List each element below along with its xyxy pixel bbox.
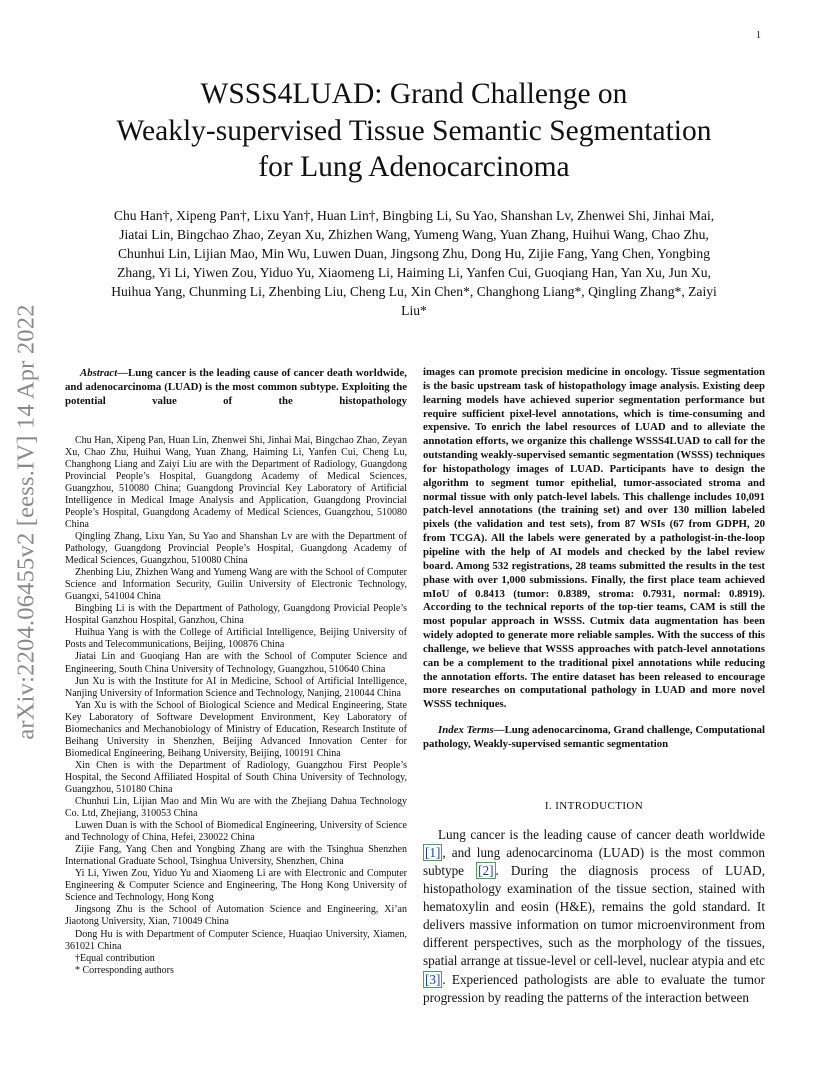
citation-link-3[interactable]: [3]: [425, 971, 441, 987]
footnote-marks: [65, 953, 407, 978]
affiliation-footnotes: [65, 435, 407, 953]
title-line-3: for Lung Adenocarcinoma: [258, 151, 570, 183]
index-terms: [423, 724, 765, 752]
affiliation-7: Jun Xu is with the Institute for AI in Medicine, School of Artificial Intelligence, Nanjing University of Information Science and Technology, Nanjing, 210044 China: [65, 675, 407, 699]
affiliation-4: Bingbing Li is with the Department of Pathology, Guangdong Provicial People’s Hospital Ganzhou Hospital, Ganzhou, China: [65, 603, 407, 627]
page-number: 1: [756, 30, 761, 41]
index-terms-label: Index Terms: [438, 724, 494, 737]
author-line-2: Jiatai Lin, Bingchao Zhao, Zeyan Xu, Zhizhen Wang, Yumeng Wang, Yuan Zhang, Huihui Wang, Chao Zhu,: [119, 227, 709, 242]
affiliation-10: Chunhui Lin, Lijian Mao and Min Wu are with the Zhejiang Dahua Technology Co. Ltd, Zhejiang, 310053 China: [65, 796, 407, 820]
author-line-4: Zhang, Yi Li, Yiwen Zou, Yiduo Yu, Xiaomeng Li, Haiming Li, Yanfen Cui, Guoqiang Han, Yan Xu, Jun Xu,: [117, 265, 711, 280]
intro-text-2: , and lung adenocarcinoma (LUAD) is the most common subtype: [423, 844, 765, 878]
intro-text-3: . During the diagnosis process of LUAD, histopathology examination of the tissue section, stained with hematoxylin and eosin (H&E), remains the gold standard. It delivers massive information on tumor microenvironment from different perspectives, such as the morphology of the tissues, spatial arrange at tissue-level or cell-level, nuclear atypia and etc: [423, 862, 766, 969]
abstract-label: Abstract: [80, 367, 118, 379]
author-list: [70, 206, 758, 320]
equal-contribution-note: †Equal contribution: [75, 952, 155, 964]
arxiv-identifier: [3, 282, 51, 762]
affiliation-12: Zijie Fang, Yang Chen and Yongbing Zhang are with the Tsinghua Shenzhen International Graduate School, Tsinghua University, Shenzhen, China: [65, 844, 407, 868]
citation-link-2[interactable]: [2]: [478, 862, 494, 878]
corresponding-authors-note: * Corresponding authors: [75, 964, 174, 976]
affiliation-8: Yan Xu is with the School of Biological Science and Medical Engineering, State Key Laboratory of Software Development Environment, Key Laboratory of Biomechanics and Mechanobiology of Ministry of Education, Research Institute of Beihang University in Shenzhen, Beijing Advanced Innovation Center for Biomedical Engineering, Beihang University, Beijing, 100191 China: [65, 699, 407, 759]
abstract-start: [65, 366, 407, 409]
affiliation-3: Zhenbing Liu, Zhizhen Wang and Yumeng Wang are with the School of Computer Science and Information Security, Guilin University of Electronic Technology, Guangxi, 541004 China: [65, 567, 407, 603]
affiliation-2: Qingling Zhang, Lixu Yan, Su Yao and Shanshan Lv are with the Department of Pathology, Guangdong Provincial People’s Hospital, Guangdong Academy of Medical Sciences, Guangzhou, 510080 China: [65, 530, 407, 567]
section-heading-introduction: I. INTRODUCTION: [544, 799, 644, 812]
left-column: [65, 366, 407, 977]
arxiv-identifier-text: arXiv:2204.06455v2 [eess.IV] 14 Apr 2022: [13, 304, 41, 740]
affiliation-11: Luwen Duan is with the School of Biomedical Engineering, University of Science and Technology of China, Hefei, 230022 China: [65, 820, 407, 844]
affiliation-1: Chu Han, Xipeng Pan, Huan Lin, Zhenwei Shi, Jinhai Mai, Bingchao Zhao, Zeyan Xu, Chao Zhu, Huihui Wang, Yuan Zhang, Haiming Li, Yanfen Cui, Cheng Lu, Changhong Liang and Zaiyi Liu are with the Department of Radiology, Guangdong Provincial People’s Hospital, Guangdong Academy of Medical Sciences, Guangzhou, 510080 China; Guangdong Provincial Key Laboratory of Artificial Intelligence in Medical Image Analysis and Application, Guangdong Provincial People’s Hospital, Guangdong Academy of Medical Sciences, Guangzhou, 510080 China: [65, 434, 407, 530]
introduction-paragraph: [423, 826, 765, 1007]
affiliation-14: Jingsong Zhu is the School of Automation Science and Engineering, Xi’an Jiaotong University, Xian, 710049 China: [65, 904, 407, 928]
abstract-continuation: images can promote precision medicine in oncology. Tissue segmentation is the basic upstream task of histopathology image analysis. Existing deep learning models have achieved superior segmentation performance but require sufficient pixel-level annotations, which is time-consuming and expensive. To enrich the label resources of LUAD and to alleviate the annotation efforts, we organize this challenge WSSS4LUAD to call for the outstanding weakly-supervised semantic segmentation (WSSS) techniques for histopathology images of LUAD. Participants have to design the algorithm to segment tumor epithelial, tumor-associated stroma and normal tissue with only patch-level labels. This challenge includes 10,091 patch-level annotations (the training set) and over 130 million labeled pixels (the validation and test sets), from 87 WSIs (67 from GDPH, 20 from TCGA). All the labels were generated by a pathologist-in-the-loop pipeline with the help of AI models and checked by the label review board. Among 532 registrations, 28 teams submitted the results in the test phase with over 1,000 submissions. Finally, the first place team achieved mIoU of 0.8413 (tumor: 0.8389, stroma: 0.7931, normal: 0.8919). According to the technical reports of the top-tier teams, CAM is still the most popular approach in WSSS. Cutmix data augmentation has been widely adopted to generate more reliable samples. With the success of this challenge, we believe that WSSS approaches with patch-level annotations can be a complement to the traditional pixel annotations while reducing the annotation efforts. The entire dataset has been released to encourage more researches on computational pathology in LUAD and more novel WSSS techniques.: [423, 366, 765, 711]
paper-title: [70, 76, 758, 186]
citation-link-1[interactable]: [1]: [425, 844, 441, 860]
right-column: [423, 366, 765, 1007]
author-line-5: Huihua Yang, Chunming Li, Zhenbing Liu, Cheng Lu, Xin Chen*, Changhong Liang*, Qingling Zhang*, Zaiyi: [111, 284, 717, 299]
index-terms-text: —Lung adenocarcinoma, Grand challenge, Computational pathology, Weakly-supervised semantic segmentation: [423, 724, 765, 750]
intro-text-4: . Experienced pathologists are able to evaluate the tumor progression by reading the patterns of the interaction between: [423, 971, 765, 1005]
affiliation-5: Huihua Yang is with the College of Artificial Intelligence, Beijing University of Posts and Telecommunications, Beijing, 100876 China: [65, 627, 407, 651]
title-line-2: Weakly-supervised Tissue Semantic Segmentation: [116, 114, 712, 147]
affiliation-13: Yi Li, Yiwen Zou, Yiduo Yu and Xiaomeng Li are with Electronic and Computer Engineering & Computer Science and Engineering, The Hong Kong University of Science and Technology, Hong Kong: [65, 868, 407, 904]
author-line-3: Chunhui Lin, Lijian Mao, Min Wu, Luwen Duan, Jingsong Zhu, Dong Hu, Zijie Fang, Yang Chen, Yongbing: [117, 246, 711, 261]
title-line-1: WSSS4LUAD: Grand Challenge on: [200, 78, 628, 110]
affiliation-6: Jiatai Lin and Guoqiang Han are with the School of Computer Science and Engineering, South China University of Technology, Guangzhou, 510640 China: [65, 651, 407, 675]
author-line-1: Chu Han†, Xipeng Pan†, Lixu Yan†, Huan Lin†, Bingbing Li, Su Yao, Shanshan Lv, Zhenwei Shi, Jinhai Mai,: [113, 208, 715, 223]
affiliation-15: Dong Hu is with Department of Computer Science, Huaqiao University, Xiamen, 361021 China: [65, 928, 407, 952]
author-line-6: Liu*: [401, 303, 427, 318]
affiliation-9: Xin Chen is with the Department of Radiology, Guangzhou First People’s Hospital, the Second Affiliated Hospital of South China University of Technology, Guangzhou, 510180 China: [65, 759, 407, 795]
intro-text-1: Lung cancer is the leading cause of cancer death worldwide: [438, 826, 765, 842]
abstract-text-start: —Lung cancer is the leading cause of cancer death worldwide, and adenocarcinoma (LUAD) is the most common subtype. Exploiting the potential value of the histopathology: [65, 367, 407, 408]
